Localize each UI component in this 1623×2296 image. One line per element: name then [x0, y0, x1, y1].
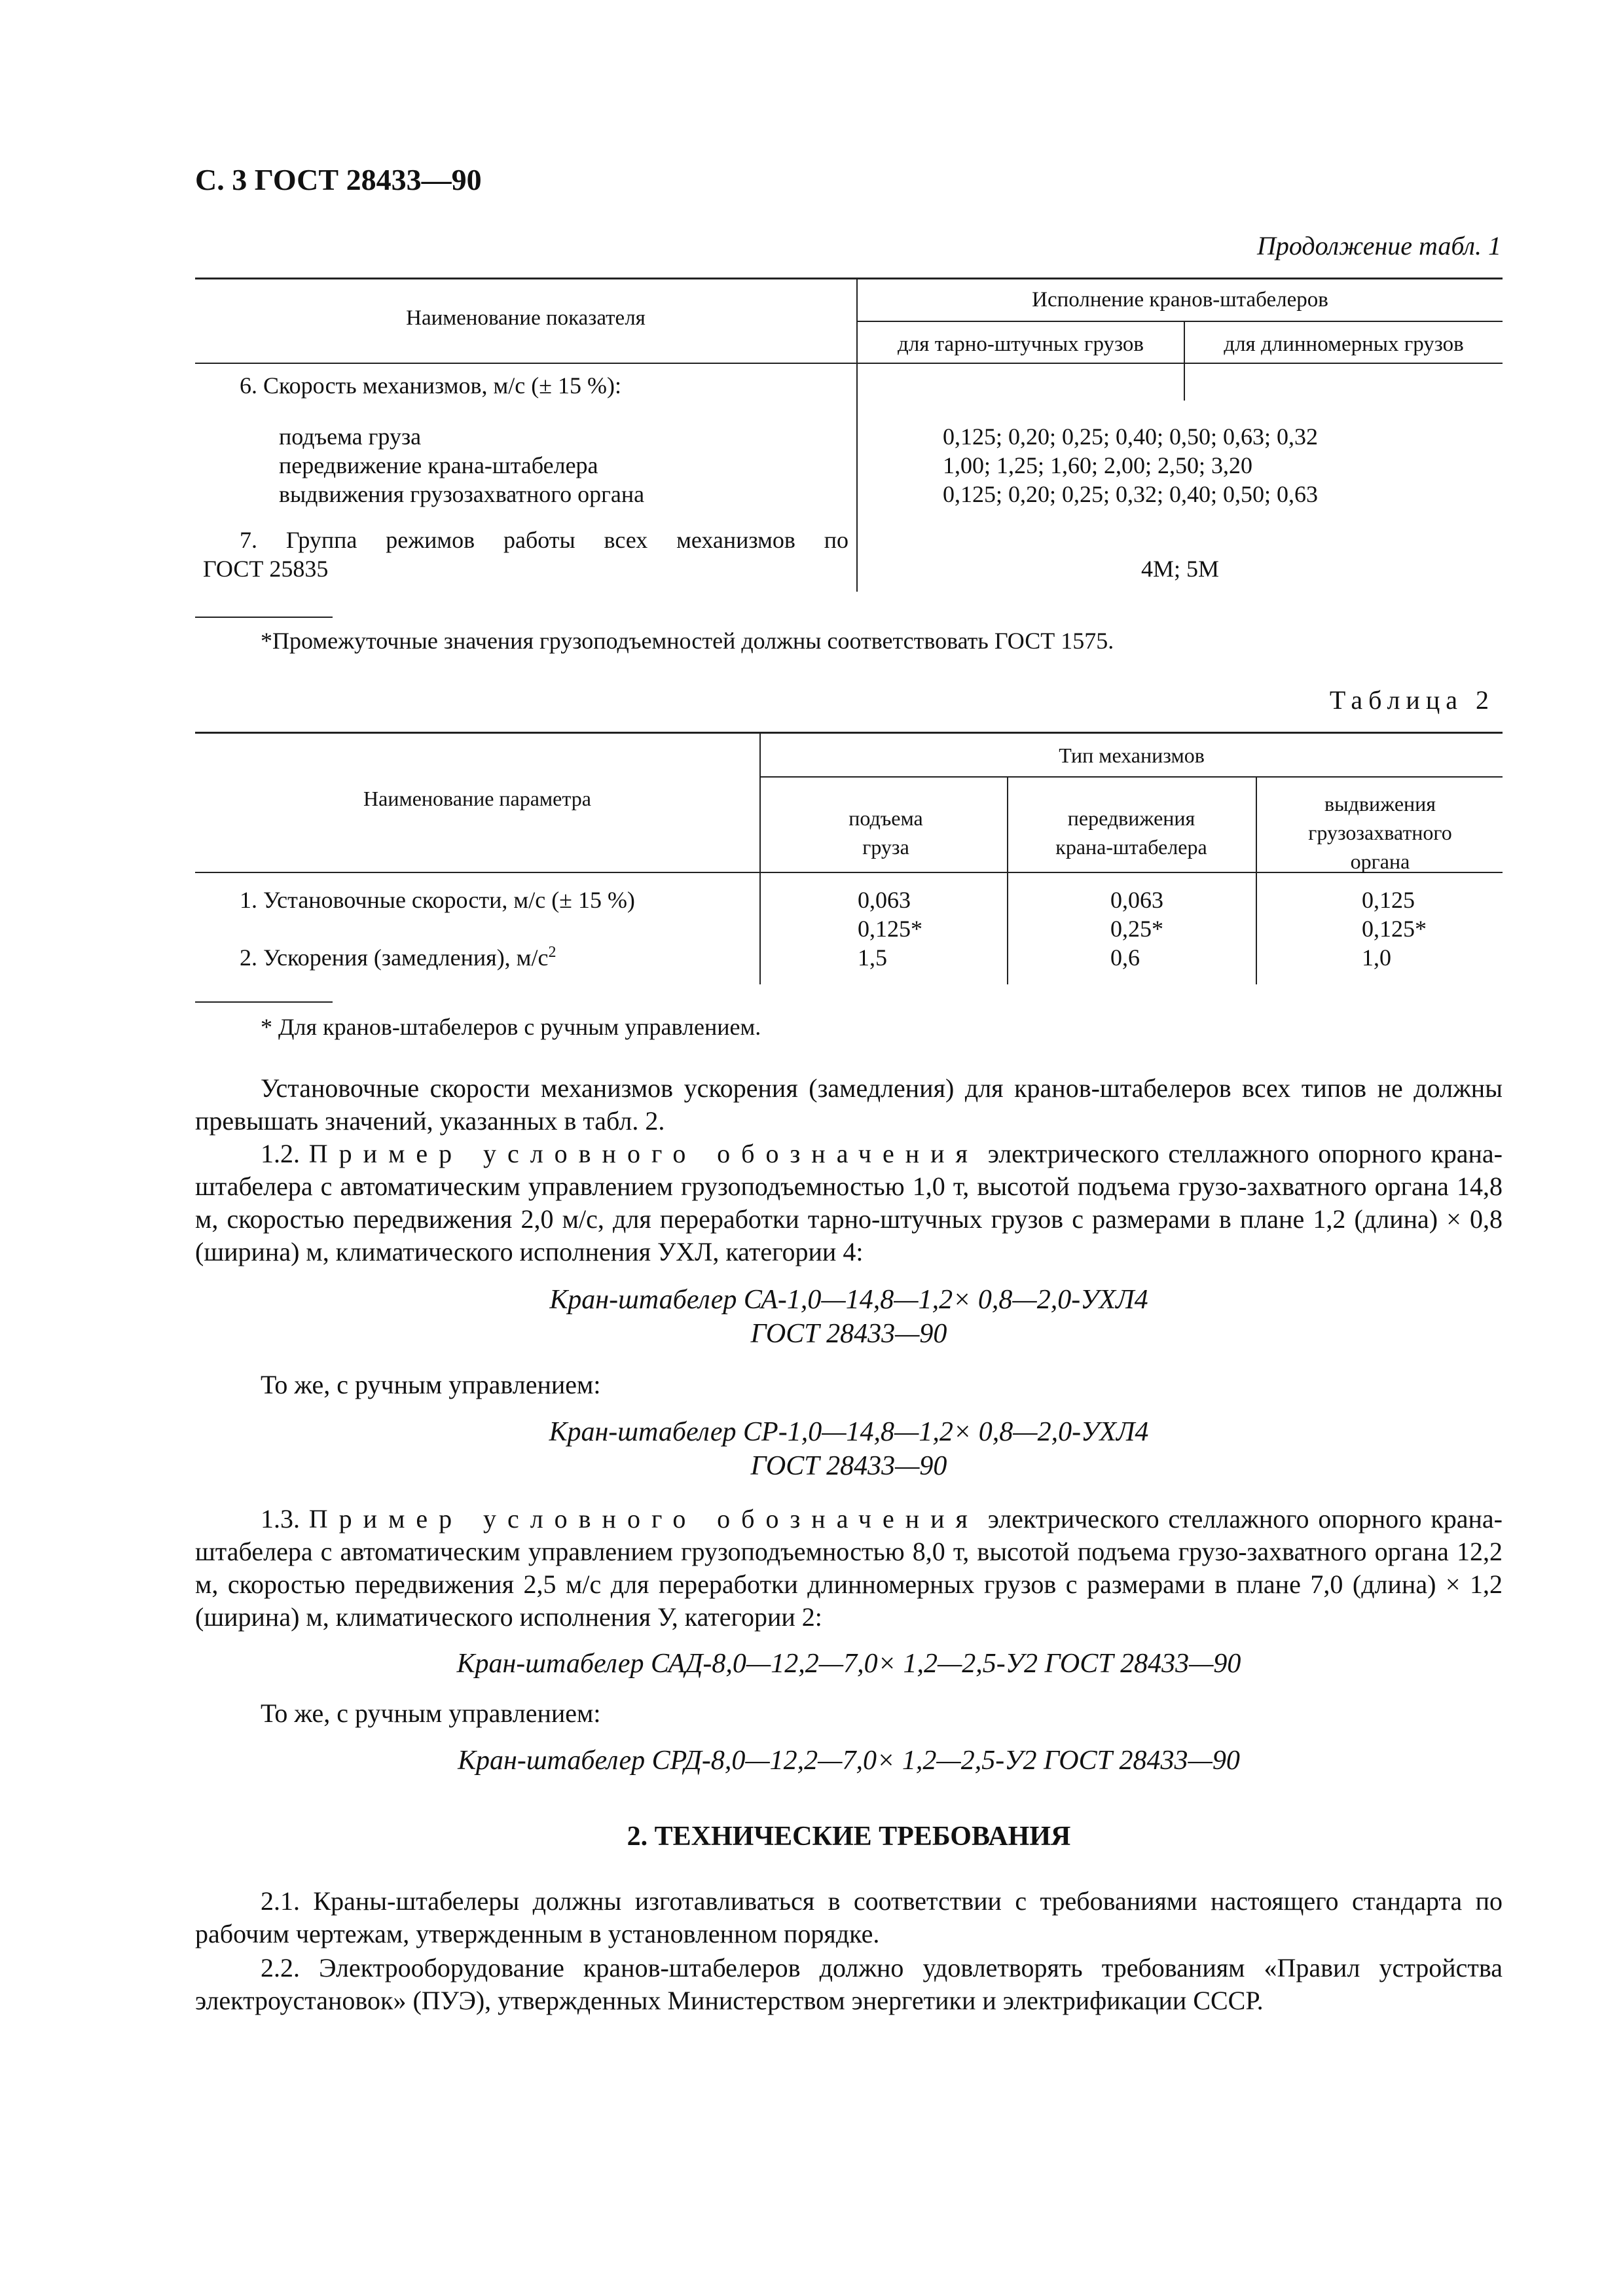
table-row-item: подъема груза [279, 423, 422, 450]
paragraph-text: 2.2. Электрооборудование кранов-штабелеров должно удовлетворять требованиям «Правил устройства электроустановок» (ПУЭ), утвержденных Министерством энергетики и электрификации СССР. [195, 1953, 1503, 2015]
designation-example: Кран-штабелер СРД-8,0—12,2—7,0× 1,2—2,5-У2 ГОСТ 28433—90 [458, 1746, 1240, 1776]
footnote-rule [195, 617, 333, 618]
table-cell: 0,6 [1110, 944, 1140, 971]
table-2-caption: Таблица 2 [1329, 685, 1495, 715]
table-row-title-cont: ГОСТ 25835 [203, 556, 329, 582]
section-title: 2. ТЕХНИЧЕСКИЕ ТРЕБОВАНИЯ [627, 1821, 1071, 1852]
spaced-heading: Пример условного обозначения [308, 1504, 979, 1534]
table-rule [195, 732, 1503, 734]
footnote: *Промежуточные значения грузоподъемностей должны соответствовать ГОСТ 1575. [261, 628, 1114, 654]
clause-number: 1.2. [261, 1139, 300, 1168]
table-row-title: 7. Группа режимов работы всех механизмов по [240, 527, 848, 553]
table-rule [759, 776, 1503, 778]
paragraph-text: Установочные скорости механизмов ускорения (замедления) для кранов-штабелеров всех типов не должны превышать значений, указанных в табл. 2. [195, 1073, 1503, 1136]
paragraph-2-1 [195, 1885, 1503, 1950]
paragraph [195, 1072, 1503, 1138]
table-row-title: 6. Скорость механизмов, м/с (± 15 %): [240, 372, 621, 399]
paragraph-1-2 [195, 1138, 1503, 1268]
spaced-heading: Пример условного обозначения [308, 1139, 979, 1168]
designation-example [195, 1283, 1503, 1351]
paragraph-1-3 [195, 1503, 1503, 1634]
table-row-title: 1. Установочные скорости, м/с (± 15 %) [240, 887, 635, 913]
designation-example: Кран-штабелер САД-8,0—12,2—7,0× 1,2—2,5-У2 ГОСТ 28433—90 [456, 1649, 1241, 1679]
table-header-col-3: выдвижения грузозахватного органа [1308, 792, 1452, 873]
table-header-name: Наименование показателя [406, 306, 646, 330]
table-cell: 0,063 [858, 887, 911, 913]
footnote-rule [195, 1001, 333, 1003]
table-continuation-caption: Продолжение табл. 1 [1256, 231, 1501, 260]
table-rule [856, 321, 1503, 322]
table-cell: 0,125 [1362, 887, 1415, 913]
table-cell: 0,125* [1362, 916, 1427, 942]
table-header-col-a: для тарно-штучных грузов [898, 332, 1144, 356]
row-label-text: 2. Ускорения (замедления), м/с [240, 944, 549, 971]
table-rule [195, 363, 1503, 364]
paragraph-text: электрического стеллажного опорного крана-штабелера с автоматическим управлением грузоподъемностью 8,0 т, высотой подъема грузо-захватного органа 12,2 м, скоростью передвижения 2,5 м/с для переработки длинномерных грузов с размерами в плане 7,0 (длина) × 1,2 (ширина) м, климатического исполнения У, категории 2: [195, 1504, 1503, 1632]
footnote: * Для кранов-штабелеров с ручным управлением. [261, 1014, 761, 1040]
paragraph-text: То же, с ручным управлением: [261, 1370, 601, 1399]
table-column-divider [1007, 776, 1008, 984]
table-cell: 0,125; 0,20; 0,25; 0,32; 0,40; 0,50; 0,63 [943, 481, 1319, 507]
table-header-group: Исполнение кранов-штабелеров [1032, 288, 1328, 312]
formula-line: Кран-штабелер СА-1,0—14,8—1,2× 0,8—2,0-УХЛ4 [549, 1285, 1148, 1315]
table-cell: 0,25* [1110, 916, 1163, 942]
table-header-col-2: передвижения крана-штабелера [1055, 806, 1207, 859]
formula-line: Кран-штабелер СР-1,0—14,8—1,2× 0,8—2,0-УХЛ4 [549, 1417, 1149, 1447]
table-header-group: Тип механизмов [1059, 744, 1205, 767]
table-cell: 1,0 [1362, 944, 1391, 971]
table-rule [195, 278, 1503, 279]
paragraph-2-2 [195, 1952, 1503, 2017]
table-cell: 1,5 [858, 944, 887, 971]
table-row-title [240, 944, 556, 971]
table-cell: 0,125* [858, 916, 922, 942]
table-column-divider [759, 732, 761, 984]
table-header-name: Наименование параметра [363, 787, 591, 810]
table-cell: 0,125; 0,20; 0,25; 0,40; 0,50; 0,63; 0,32 [943, 423, 1319, 450]
table-row-item: передвижение крана-штабелера [279, 452, 598, 478]
superscript: 2 [548, 944, 556, 961]
table-column-divider [1256, 776, 1257, 984]
paragraph-text: То же, с ручным управлением: [261, 1698, 601, 1728]
designation-example [195, 1415, 1503, 1483]
clause-number: 1.3. [261, 1504, 300, 1534]
table-cell: 1,00; 1,25; 1,60; 2,00; 2,50; 3,20 [943, 452, 1253, 478]
page-header: С. 3 ГОСТ 28433—90 [195, 163, 482, 196]
paragraph-text: электрического стеллажного опорного крана-штабелера с автоматическим управлением грузоподъемностью 1,0 т, высотой подъема грузо-захватного органа 14,8 м, скоростью передвижения 2,0 м/с, для переработки тарно-штучных грузов с размерами в плане 1,2 (длина) × 0,8 (ширина) м, климатического исполнения УХЛ, категории 4: [195, 1139, 1503, 1266]
table-column-divider [856, 278, 858, 592]
formula-line: ГОСТ 28433—90 [750, 1319, 947, 1349]
table-cell: 0,063 [1110, 887, 1163, 913]
table-cell: 4М; 5М [1140, 556, 1220, 582]
paragraph-text: 2.1. Краны-штабелеры должны изготавливаться в соответствии с требованиями настоящего стандарта по рабочим чертежам, утвержденным в установленном порядке. [195, 1886, 1503, 1948]
table-header-col-1: подъема груза [848, 806, 923, 859]
table-header-col-b: для длинномерных грузов [1224, 332, 1464, 356]
table-row-item: выдвижения грузозахватного органа [279, 481, 645, 507]
formula-line: ГОСТ 28433—90 [750, 1451, 947, 1481]
